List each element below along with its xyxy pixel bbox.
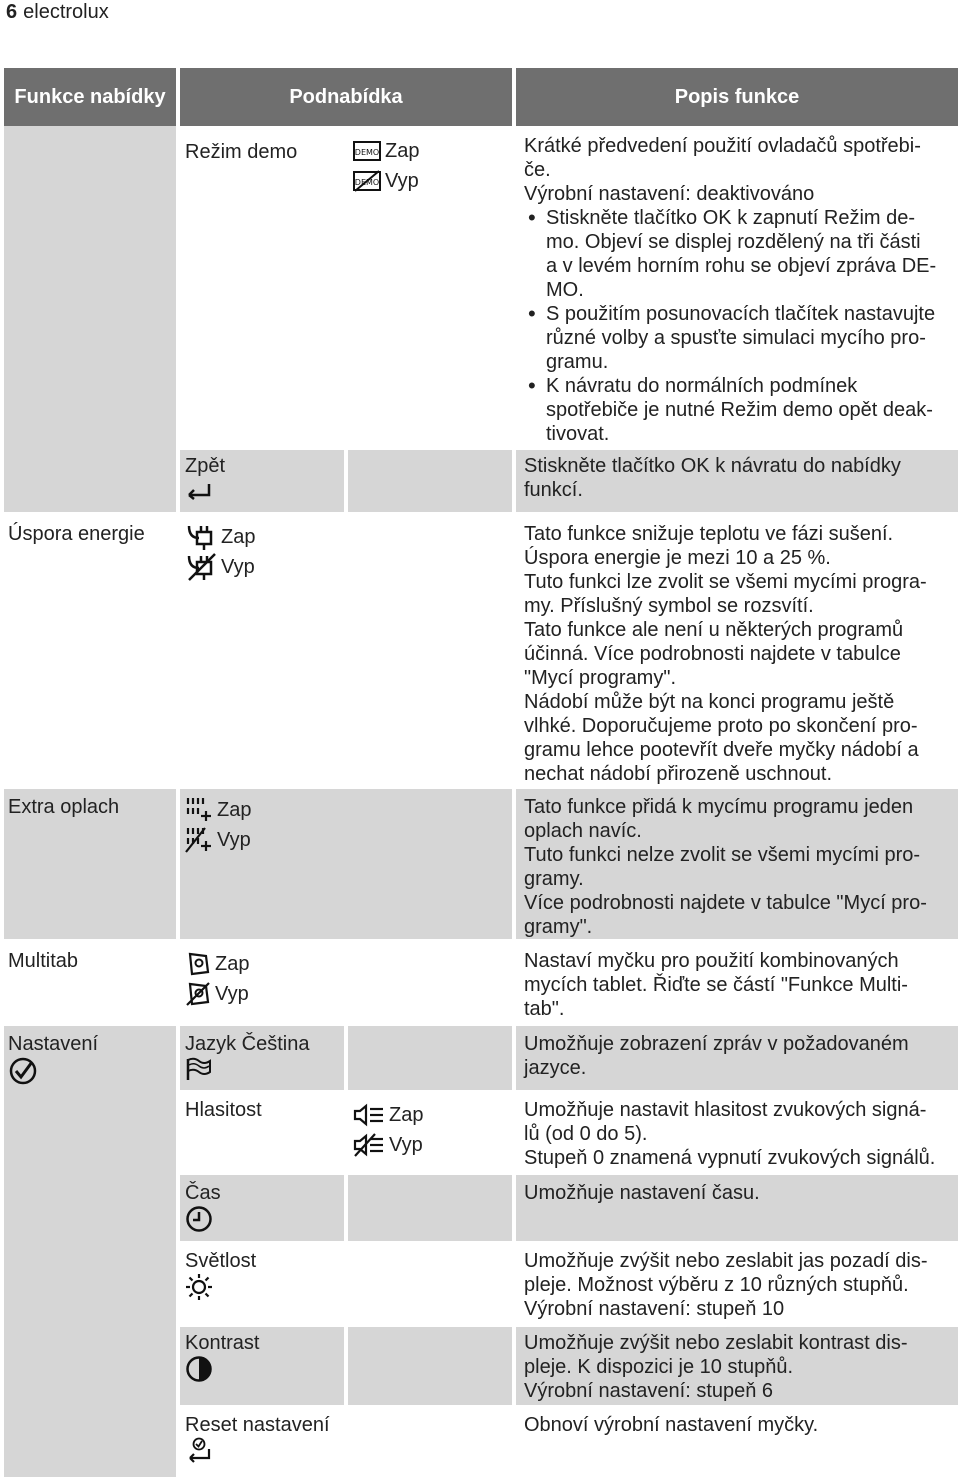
speaker-icon xyxy=(353,1103,385,1127)
speaker-off-icon xyxy=(353,1133,385,1157)
description-rinse: Tato funkce přidá k mycímu programu jeden oplach navíc. Tuto funkci nelze zvolit se všemi mycími pro- gramy. Více podrobnosti najdete v tabulce "Mycí pro- gramy". xyxy=(516,789,958,939)
description-multitab: Nastaví myčku pro použití kombinovaných mycích tablet. Řiďte se částí "Funkce Multi- tab". xyxy=(524,950,908,1020)
multitab-off-icon xyxy=(185,981,211,1007)
function-cell-empty xyxy=(4,126,176,512)
checkmark-circle-icon xyxy=(8,1056,38,1086)
option-energy-on[interactable]: Zap xyxy=(185,522,508,552)
submenu-reset[interactable]: Reset nastavení xyxy=(180,1409,344,1477)
submenu-options-demo xyxy=(348,126,512,446)
submenu-rinse xyxy=(180,789,512,939)
submenu-time[interactable]: Čas xyxy=(180,1175,344,1241)
submenu-options-language xyxy=(348,1026,512,1090)
function-cell-settings: Nastavení xyxy=(4,1026,176,1477)
option-rinse-off[interactable]: Vyp xyxy=(185,825,508,855)
function-cell-energy: Úspora energie xyxy=(8,523,145,545)
sun-icon xyxy=(185,1273,213,1301)
description-demo: Krátké předvedení použití ovladačů spotřebi- če. Výrobní nastavení: deaktivováno • Stiskněte tlačítko OK k zapnutí Režim de- mo. Objeví se displej rozdělený na tři části a v levém horním rohu se objeví zpráva DE- MO. • S použitím posunovacích tlačítek nastavujte různé volby a spusťte simulaci mycího pro- gramu. • K návratu do normálních podmínek spotřebiče je nutné Režim demo opět deak- tivovat. xyxy=(516,126,958,446)
flag-icon xyxy=(185,1057,213,1081)
description-brightness: Umožňuje zvýšit nebo zeslabit jas pozadí dis- pleje. Možnost výběru z 10 různých stupňů. Výrobní nastavení: stupeň 10 xyxy=(524,1250,928,1320)
reset-icon xyxy=(185,1437,213,1463)
multitab-icon xyxy=(185,951,211,977)
submenu-options-volume xyxy=(348,1094,512,1171)
submenu-options-brightness xyxy=(348,1245,512,1323)
option-volume-off[interactable]: Vyp xyxy=(353,1130,508,1160)
option-volume-on[interactable]: Zap xyxy=(353,1100,508,1130)
option-demo-off[interactable]: DEMO Vyp xyxy=(354,170,419,192)
submenu-multitab xyxy=(180,943,512,1022)
description-time: Umožňuje nastavení času. xyxy=(516,1175,958,1241)
option-energy-off[interactable]: Vyp xyxy=(185,552,508,582)
submenu-options-contrast xyxy=(348,1327,512,1405)
submenu-options-time xyxy=(348,1175,512,1241)
description-reset: Obnoví výrobní nastavení myčky. xyxy=(524,1414,819,1436)
submenu-back[interactable]: Zpět xyxy=(180,450,344,512)
option-rinse-on[interactable]: Zap xyxy=(185,795,508,825)
extra-rinse-icon xyxy=(185,796,213,824)
clock-icon xyxy=(185,1205,213,1233)
demo-icon xyxy=(353,139,381,163)
option-multitab-off[interactable]: Vyp xyxy=(185,979,508,1009)
submenu-contrast[interactable]: Kontrast xyxy=(180,1327,344,1405)
header-function-menu: Funkce nabídky xyxy=(4,68,176,126)
bullet-item: • Stiskněte tlačítko OK k zapnutí Režim de- mo. Objeví se displej rozdělený na tři části a v levém horním rohu se objeví zpráva DE- MO. xyxy=(524,206,952,302)
half-circle-icon xyxy=(185,1355,213,1383)
submenu-options-reset xyxy=(348,1409,512,1477)
svg-text:DEMO: DEMO xyxy=(354,148,380,157)
bullet-item: • K návratu do normálních podmínek spotřebiče je nutné Režim demo opět deak- tivovat. xyxy=(524,374,952,446)
submenu-demo: Režim demo xyxy=(185,141,298,163)
function-cell-multitab: Multitab xyxy=(8,950,79,972)
eco-plug-off-icon xyxy=(185,552,217,582)
submenu-language[interactable]: Jazyk Čeština xyxy=(180,1026,344,1090)
header-submenu: Podnabídka xyxy=(180,68,512,126)
submenu-brightness[interactable]: Světlost xyxy=(180,1245,344,1323)
option-demo-on[interactable]: DEMO Zap xyxy=(354,140,420,162)
description-contrast: Umožňuje zvýšit nebo zeslabit kontrast dis- pleje. K dispozici je 10 stupňů. Výrobní nastavení: stupeň 6 xyxy=(516,1327,958,1405)
submenu-options-back xyxy=(348,450,512,512)
demo-off-icon xyxy=(353,169,381,193)
function-cell-rinse: Extra oplach xyxy=(4,789,176,939)
return-arrow-icon xyxy=(185,482,213,500)
header-description: Popis funkce xyxy=(516,68,958,126)
bullet-item: • S použitím posunovacích tlačítek nastavujte různé volby a spusťte simulaci mycího pro- gramu. xyxy=(524,302,952,374)
description-volume: Umožňuje nastavit hlasitost zvukových signá- lů (od 0 do 5). Stupeň 0 znamená vypnutí zvukových signálů. xyxy=(524,1099,936,1169)
brand-name: electrolux xyxy=(23,1,109,23)
page-header xyxy=(6,0,109,24)
page-number: 6 xyxy=(6,1,18,23)
eco-plug-icon xyxy=(185,522,217,552)
extra-rinse-off-icon xyxy=(185,826,213,854)
description-back: Stiskněte tlačítko OK k návratu do nabídky funkcí. xyxy=(516,450,958,512)
svg-text:DEMO: DEMO xyxy=(354,178,380,187)
option-multitab-on[interactable]: Zap xyxy=(185,949,508,979)
description-energy: Tato funkce snižuje teplotu ve fázi sušení. Úspora energie je mezi 10 a 25 %. Tuto funkci lze zvolit se všemi mycími progra- my. Příslušný symbol se rozsvítí. Tato funkce ale není u některých programů účinná. Více podrobnosti najdete v tabulce "Mycí programy". Nádobí může být na konci programu ještě vlhké. Doporučujeme proto po skončení pro- gramu lehce pootevřít dveře myčky nádobí a nechat nádobí přirozeně uschnout. xyxy=(524,523,927,785)
description-language: Umožňuje zobrazení zpráv v požadovaném jazyce. xyxy=(516,1026,958,1090)
submenu-energy xyxy=(180,516,512,785)
submenu-volume: Hlasitost xyxy=(185,1099,262,1121)
